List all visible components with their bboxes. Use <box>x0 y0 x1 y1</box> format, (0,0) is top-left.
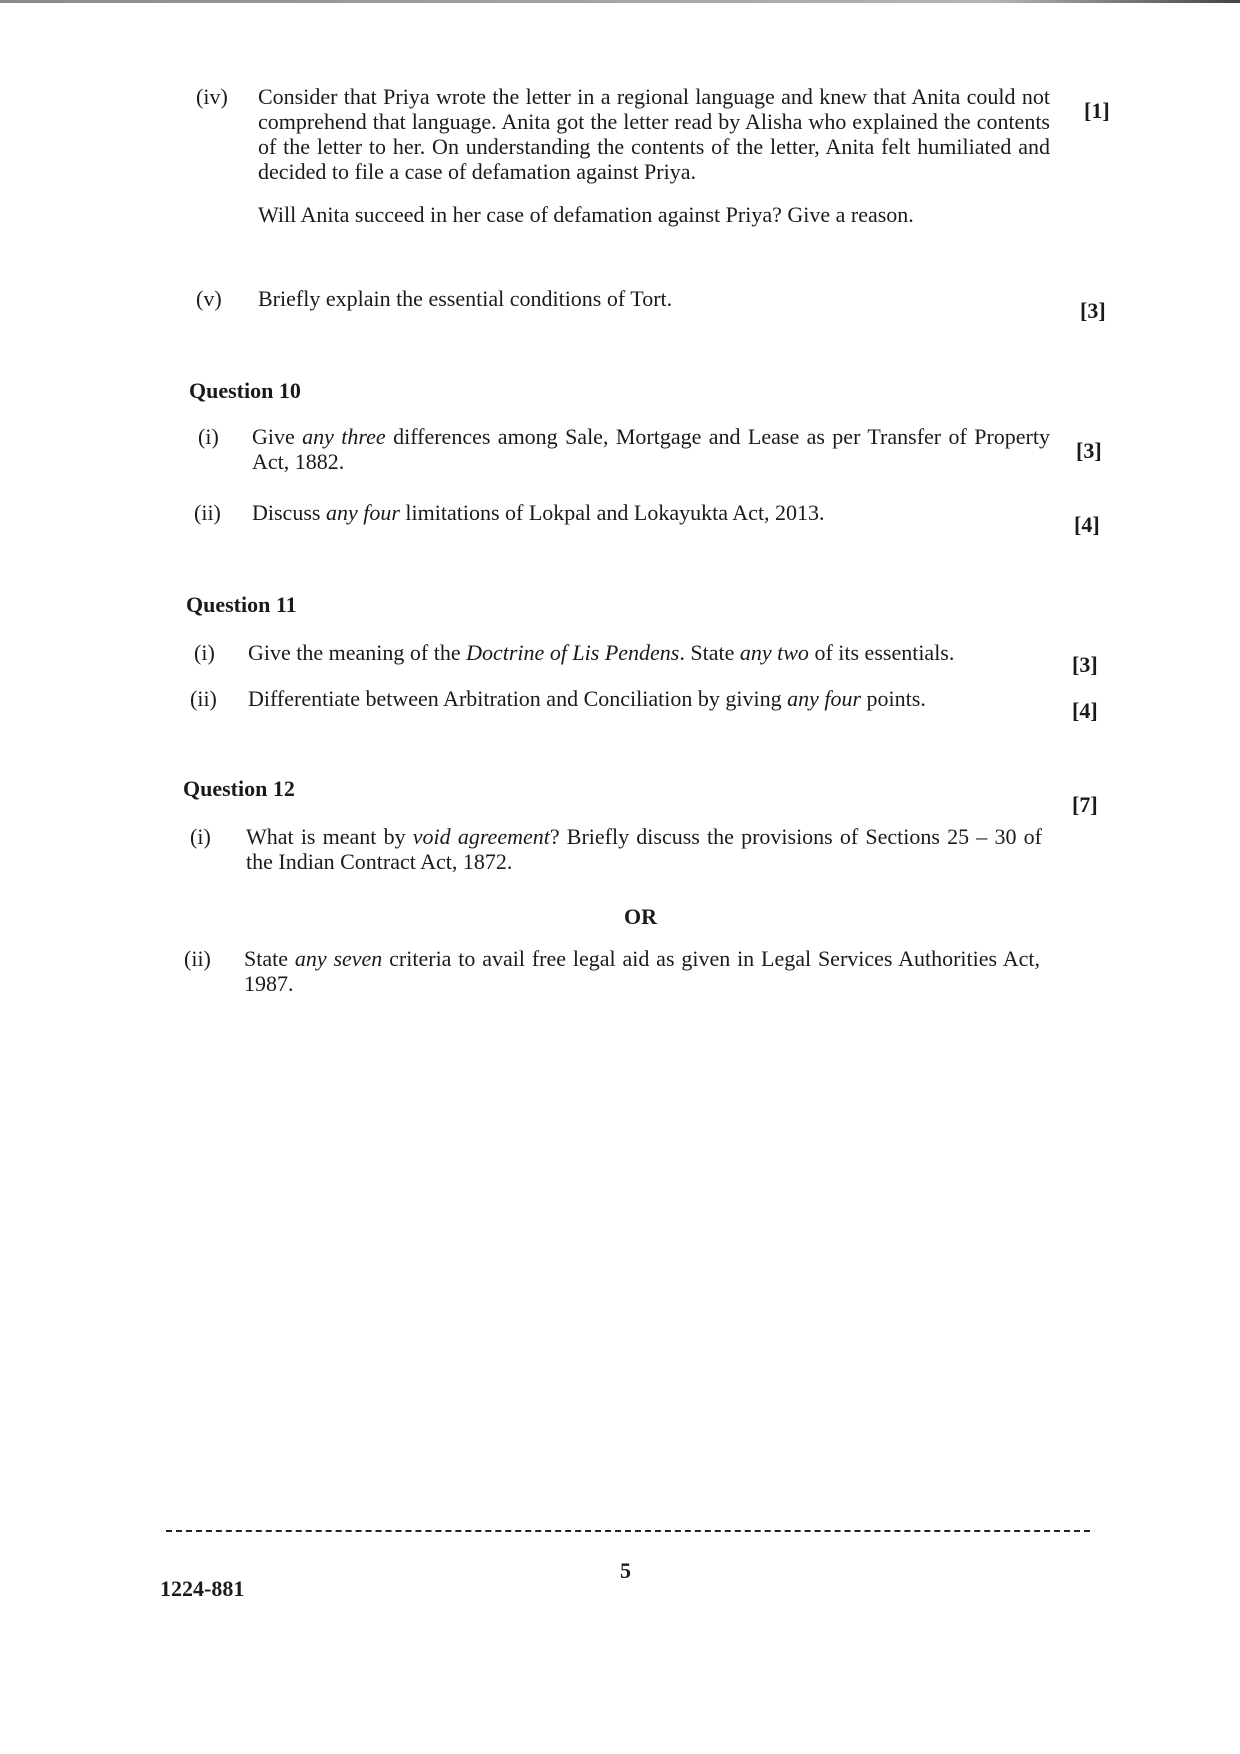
emphasis-text: any seven <box>294 946 383 971</box>
part-number: (i) <box>194 640 215 665</box>
text-run: Give <box>252 424 303 449</box>
paper-code: 1224-881 <box>160 1576 245 1601</box>
or-separator: OR <box>624 904 657 929</box>
part-text <box>258 84 1050 227</box>
text-run: Differentiate between Arbitration and Conciliation by giving <box>248 686 788 711</box>
emphasis-text: any three <box>302 424 386 449</box>
emphasis-text: any four <box>325 500 400 525</box>
emphasis-text: void agreement <box>412 824 550 849</box>
question-12-heading: Question 12 <box>183 776 295 801</box>
text-run: criteria to avail free legal aid as given in Legal Services Authorities Act, 1987. <box>244 946 1040 996</box>
part-text <box>246 824 1042 874</box>
question-10-heading: Question 10 <box>189 378 301 403</box>
emphasis-text: any two <box>739 640 809 665</box>
page-number: 5 <box>620 1558 631 1583</box>
text-run: Give the meaning of the <box>248 640 467 665</box>
text-run: points. <box>861 686 926 711</box>
part-number: (i) <box>190 824 211 849</box>
part-text <box>252 424 1050 474</box>
part-number: (i) <box>198 424 219 449</box>
question-10-part-i-marks: [3] <box>1076 438 1102 463</box>
text-run: State <box>244 946 295 971</box>
text-run: differences among Sale, Mortgage and Lease as per Transfer of Property Act, 1882. <box>252 424 1050 474</box>
part-iv-marks: [1] <box>1084 98 1110 123</box>
text-run: limitations of Lokpal and Lokayukta Act, 2013. <box>399 500 825 525</box>
part-text <box>248 686 1048 711</box>
part-text <box>252 500 1050 525</box>
text-run: Discuss <box>252 500 326 525</box>
text-run: What is meant by <box>246 824 413 849</box>
emphasis-text: Doctrine of Lis Pendens <box>466 640 680 665</box>
part-text <box>244 946 1040 996</box>
question-11-part-ii-marks: [4] <box>1072 698 1098 723</box>
part-number: (ii) <box>190 686 217 711</box>
part-number: (ii) <box>194 500 221 525</box>
part-iv-paragraph: Consider that Priya wrote the letter in a regional language and knew that Anita could not comprehend that language. Anita got the letter read by Alisha who explained the contents of the letter to her. On understanding the contents of the letter, Anita felt humiliated and decided to file a case of defamation against Priya. <box>258 84 1050 184</box>
part-number: (iv) <box>196 84 228 109</box>
part-iv-question: Will Anita succeed in her case of defamation against Priya? Give a reason. <box>258 202 914 227</box>
part-text <box>248 640 1048 665</box>
part-number: (v) <box>196 286 222 311</box>
question-10-part-ii-marks: [4] <box>1074 512 1100 537</box>
text-run: . State <box>679 640 740 665</box>
question-11-part-i-marks: [3] <box>1072 652 1098 677</box>
question-12-marks: [7] <box>1072 792 1098 817</box>
question-11-heading: Question 11 <box>186 592 297 617</box>
part-number: (ii) <box>184 946 211 971</box>
footer-divider <box>166 1530 1090 1532</box>
emphasis-text: any four <box>787 686 862 711</box>
text-run: of its essentials. <box>808 640 955 665</box>
part-text: Briefly explain the essential conditions of Tort. <box>258 286 673 311</box>
part-v-marks: [3] <box>1080 298 1106 323</box>
text-run: ? Briefly discuss the provisions of Sections 25 – 30 of the Indian Contract Act, 1872. <box>246 824 1042 874</box>
